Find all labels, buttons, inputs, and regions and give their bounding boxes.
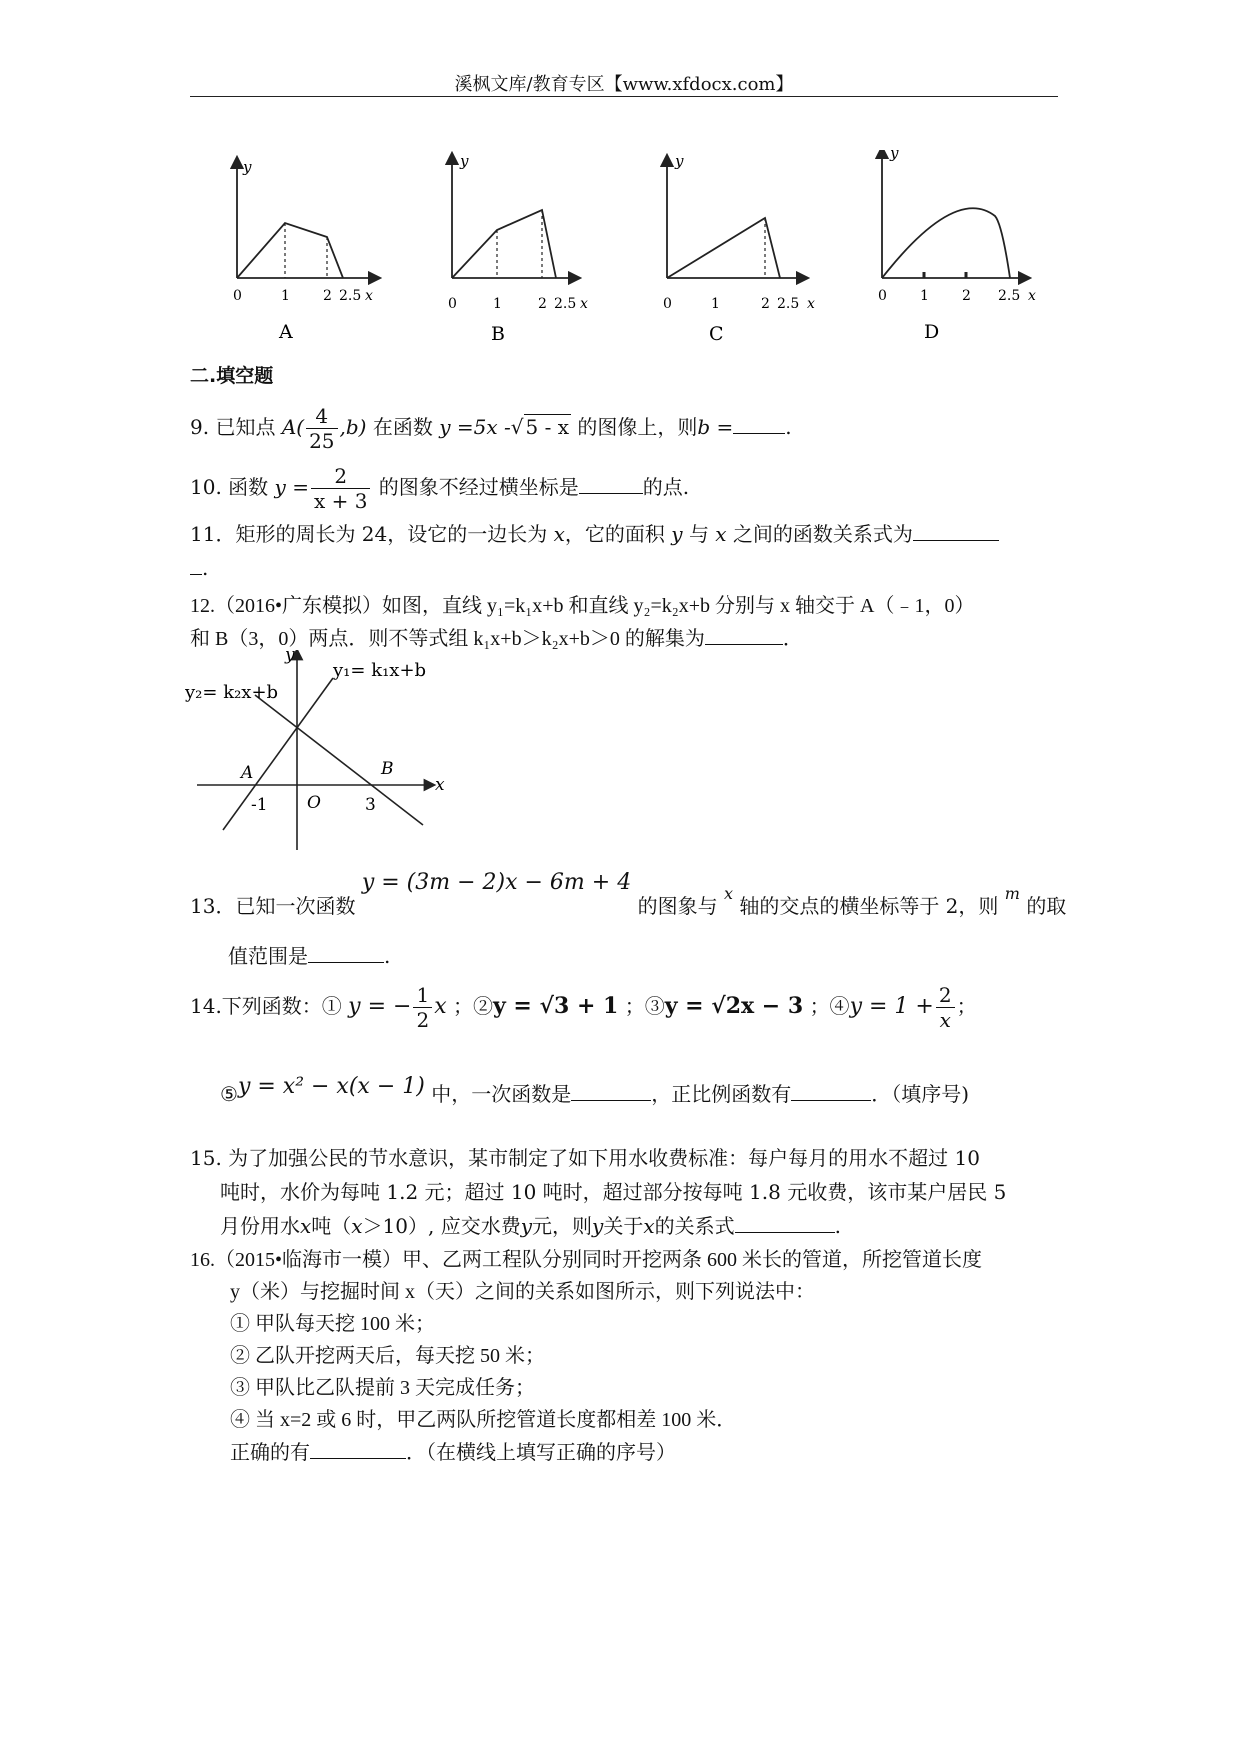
graph-a-tick-0: 0 xyxy=(233,288,242,304)
q11-answer-blank-1[interactable] xyxy=(913,520,999,541)
q14-line2-mid2: ，正比例函数有 xyxy=(651,1082,792,1106)
q14-f4-den: x xyxy=(939,1008,951,1032)
q15-answer-blank[interactable] xyxy=(735,1212,835,1233)
graph-b-caption: B xyxy=(491,323,505,345)
page-header: 溪枫文库/教育专区【www.xfdocx.com】 xyxy=(454,74,794,95)
question-15-line-2: 吨时，水价为每吨 1.2 元；超过 10 吨时，超过部分按每吨 1.8 元收费，该市某户居民 5 xyxy=(220,1180,1007,1204)
q9-point-tail: ,b) xyxy=(339,415,367,439)
q9-frac-den: 25 xyxy=(309,429,335,453)
q11-x2: x xyxy=(715,522,727,546)
q12-line2-pre: 和 B（3，0）两点．则不等式组 k₁x+b＞k₂x+b＞0 的解集为 xyxy=(190,628,705,650)
q9-frac-num: 4 xyxy=(306,404,337,429)
graph-c-tick-0: 0 xyxy=(663,296,672,312)
q15-line3-d: 元，则 xyxy=(532,1214,593,1238)
graph-c-caption: C xyxy=(709,323,724,345)
q11-text-3: 与 xyxy=(688,522,709,546)
q14-f1-lhs: y = − xyxy=(348,994,412,1019)
q12-figure xyxy=(185,650,455,865)
q15-line3-f: 的关系式 xyxy=(654,1214,735,1238)
q15-line3-end: . xyxy=(834,1214,841,1238)
q10-fraction xyxy=(311,464,370,513)
q14-sep1: ；② xyxy=(452,994,493,1018)
q14-answer-blank-2[interactable] xyxy=(791,1080,871,1101)
q11-text-2: ，它的面积 xyxy=(564,522,665,546)
q9-text-mid: 在函数 xyxy=(372,415,433,439)
q13-text-mid: 的图象与 xyxy=(637,894,718,918)
graph-b-x-label: x xyxy=(580,296,588,312)
q9-text-pre: 已知点 xyxy=(215,415,276,439)
graph-b-tick-1: 1 xyxy=(493,296,502,312)
q12-point-a: A xyxy=(241,763,254,783)
q14-line2-mid: 中，一次函数是 xyxy=(431,1082,572,1106)
q15-x1: x xyxy=(300,1214,312,1238)
q13-number: 13． xyxy=(190,894,236,918)
q13-end: 的取 xyxy=(1026,894,1067,918)
graph-d-tick-2: 2 xyxy=(962,288,971,304)
q14-f4-num: 2 xyxy=(936,983,955,1008)
q11-text-1: 矩形的周长为 24，设它的一边长为 xyxy=(235,522,548,546)
graph-a-tick-2: 2 xyxy=(323,288,332,304)
q12-answer-blank[interactable] xyxy=(705,624,783,645)
q10-answer-blank[interactable] xyxy=(579,473,643,494)
question-16-item-1: ① 甲队每天挖 100 米； xyxy=(230,1313,435,1335)
q14-f1-den: 2 xyxy=(416,1008,430,1032)
question-14-line-2 xyxy=(220,1074,970,1109)
graph-c-tick-1: 1 xyxy=(711,296,720,312)
graph-a-tick-1: 1 xyxy=(281,288,290,304)
graph-d-tick-25: 2.5 xyxy=(998,288,1021,304)
q11-tail: . xyxy=(202,556,209,580)
q11-y: y xyxy=(671,522,683,546)
q15-x2: x xyxy=(351,1214,363,1238)
q14-f3: y = √2x − 3 xyxy=(664,993,804,1019)
graph-a xyxy=(233,158,375,343)
graph-d-caption: D xyxy=(924,321,940,343)
question-16-item-2: ② 乙队开挖两天后，每天挖 50 米； xyxy=(230,1345,545,1367)
q9-answer-blank[interactable] xyxy=(733,413,785,434)
q9-point-name: A( xyxy=(281,415,305,439)
q15-line3-a: 月份用水 xyxy=(220,1214,300,1238)
graph-c-tick-25: 2.5 xyxy=(777,296,800,312)
q10-frac-den: x + 3 xyxy=(313,489,368,513)
question-16-line-2: y（米）与挖掘时间 x（天）之间的关系如图所示，则下列说法中： xyxy=(230,1281,815,1303)
q11-x1: x xyxy=(553,522,565,546)
graph-b-y-label: y xyxy=(460,152,469,170)
q16-answer-pre: 正确的有 xyxy=(230,1442,310,1464)
q15-line3-b: 吨（ xyxy=(311,1214,352,1238)
q12-line-y2 xyxy=(255,695,423,825)
q11-number: 11． xyxy=(190,522,236,546)
q13-x: x xyxy=(723,884,733,903)
q15-line3-c: ＞10）, 应交水费 xyxy=(362,1214,521,1238)
graph-d-tick-0: 0 xyxy=(878,288,887,304)
section-title: 二.填空题 xyxy=(190,365,274,387)
q14-f4-lhs: y = 1 + xyxy=(849,994,934,1019)
q13-line2-end: . xyxy=(384,944,391,968)
q12-line2-end: ． xyxy=(782,628,803,650)
q9-sqrt-body: 5 - x xyxy=(525,415,569,439)
q11-text-4: 之间的函数关系式为 xyxy=(732,522,913,546)
q9-eq: = xyxy=(710,415,734,439)
graph-d-x-label: x xyxy=(1028,288,1036,304)
q10-lhs: y = xyxy=(274,475,309,499)
q9-func-lhs: y xyxy=(439,415,451,439)
q13-text-pre: 已知一次函数 xyxy=(235,894,356,918)
question-10 xyxy=(190,462,689,513)
q14-f1-x: x xyxy=(434,994,447,1019)
graph-a-caption: A xyxy=(279,321,293,343)
graph-d-tick-1: 1 xyxy=(920,288,929,304)
question-16-item-3: ③ 甲队比乙队提前 3 天完成任务； xyxy=(230,1377,535,1399)
q13-line2: 值范围是 xyxy=(228,944,308,968)
q14-line2-end: ．（填序号) xyxy=(871,1082,970,1106)
q12-tick-minus1: -1 xyxy=(251,795,268,815)
q12-y-axis-label: y xyxy=(285,650,295,665)
q14-sep4: ； xyxy=(956,994,977,1018)
q12-point-b: B xyxy=(381,759,394,779)
graph-a-x-label: x xyxy=(365,288,373,304)
graph-c-x-label: x xyxy=(807,296,815,312)
option-graphs xyxy=(215,150,1095,350)
q10-frac-num: 2 xyxy=(311,464,370,489)
q12-y1-label: y₁= k₁x+b xyxy=(333,660,427,681)
q13-formula: y = (3m − 2)x − 6m + 4 xyxy=(361,870,632,895)
q10-end: 的点. xyxy=(642,475,690,499)
graph-d xyxy=(878,150,1036,343)
graph-d-y-label: y xyxy=(890,150,899,162)
q14-sep3: ；④ xyxy=(809,994,850,1018)
graph-d-curve xyxy=(882,208,1010,278)
q9-text-post: 的图像上，则 xyxy=(577,415,698,439)
q14-f1-fraction xyxy=(413,983,432,1032)
question-13-line-2 xyxy=(228,942,390,970)
header-rule xyxy=(190,96,1058,97)
q15-line3-e: 关于 xyxy=(603,1214,644,1238)
question-15-line-1: 15. 为了加强公民的节水意识，某市制定了如下用水收费标准：每户每月的用水不超过 10 xyxy=(190,1146,980,1170)
q13-text-mid2: 轴的交点的横坐标等于 2，则 xyxy=(739,894,999,918)
q10-text-pre: 函数 xyxy=(228,475,269,499)
q16-answer-end: ．（在横线上填写正确的序号） xyxy=(406,1442,676,1464)
q14-pre: 14.下列函数：① xyxy=(190,994,342,1018)
q9-fraction xyxy=(306,404,337,453)
q9-end: . xyxy=(785,415,792,439)
graph-c xyxy=(663,152,815,345)
q14-line2-pre: ⑤ xyxy=(220,1082,238,1106)
q9-b: b xyxy=(697,415,711,439)
graph-c-y-label: y xyxy=(675,152,684,170)
graph-c-tick-2: 2 xyxy=(761,296,770,312)
q14-answer-blank-1[interactable] xyxy=(571,1080,651,1101)
question-12-line-2 xyxy=(190,624,803,653)
question-13 xyxy=(190,870,1067,922)
graph-b-curve xyxy=(452,210,556,278)
q12-tick-3: 3 xyxy=(365,795,376,815)
q10-text-mid: 的图象不经过横坐标是 xyxy=(378,475,579,499)
q15-x3: x xyxy=(643,1214,655,1238)
question-11 xyxy=(190,520,999,548)
q14-f5: y = x² − x(x − 1) xyxy=(237,1074,425,1099)
q9-func-eq: =5x - xyxy=(450,415,511,439)
q9-number: 9. xyxy=(190,415,210,439)
graph-b xyxy=(448,152,588,345)
graph-a-y-label: y xyxy=(243,158,252,176)
question-16-item-4: ④ 当 x=2 或 6 时，甲乙两队所挖管道长度都相差 100 米． xyxy=(230,1409,737,1431)
q13-m: m xyxy=(1004,884,1020,903)
question-16-answer-line xyxy=(230,1438,676,1467)
graph-b-tick-2: 2 xyxy=(538,296,547,312)
graph-c-curve xyxy=(667,218,780,278)
q14-f1-num: 1 xyxy=(413,983,432,1008)
q14-f2: y = √3 + 1 xyxy=(492,993,619,1019)
graph-a-tick-25: 2.5 xyxy=(339,288,362,304)
q15-y2: y xyxy=(592,1214,604,1238)
graph-b-tick-0: 0 xyxy=(448,296,457,312)
q11-answer-blank-2[interactable] xyxy=(190,554,202,575)
question-15-line-3 xyxy=(220,1212,841,1240)
q10-number: 10. xyxy=(190,475,222,499)
q12-origin: O xyxy=(307,793,321,813)
q16-answer-blank[interactable] xyxy=(310,1438,406,1459)
q12-x-axis-label: x xyxy=(435,775,445,795)
question-9: 9. 已知点 A( $\frac{4}{25}$ ,b) 在函数 y =5x -√ 5 - x 的图像上，则b = . xyxy=(190,404,792,453)
q14-f4-fraction xyxy=(936,983,955,1032)
q14-sep2: ；③ xyxy=(624,994,665,1018)
question-11-cont xyxy=(190,554,208,582)
question-12-line-1: 12.（2016•广东模拟）如图，直线 y₁=k₁x+b 和直线 y₂=k₂x+b 分别与 x 轴交于 A（﹣1，0） xyxy=(190,595,975,617)
q15-y1: y xyxy=(520,1214,533,1238)
graph-b-tick-25: 2.5 xyxy=(554,296,577,312)
question-14 xyxy=(190,978,977,1035)
question-16-line-1: 16.（2015•临海市一模）甲、乙两工程队分别同时开挖两条 600 米长的管道，所挖管道长度 xyxy=(190,1249,983,1271)
q12-y2-label: y₂= k₂x+b xyxy=(185,682,279,703)
q13-answer-blank[interactable] xyxy=(308,942,384,963)
